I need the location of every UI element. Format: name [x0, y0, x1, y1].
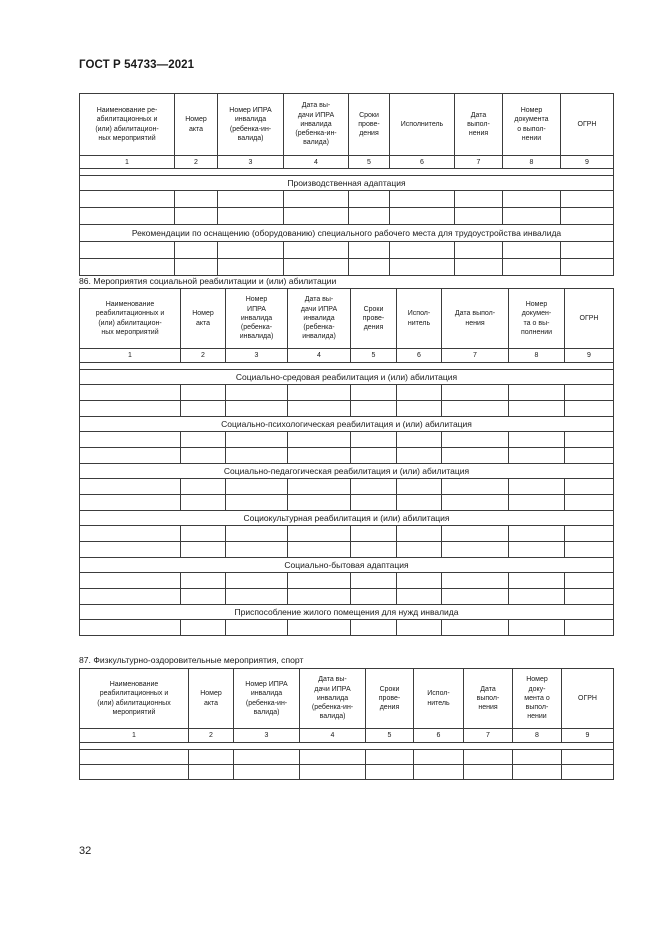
empty-cell — [509, 620, 565, 636]
empty-cell — [181, 495, 226, 511]
empty-cell — [288, 401, 351, 417]
column-number: 9 — [561, 156, 614, 169]
column-number: 3 — [226, 349, 288, 363]
table-row — [80, 385, 614, 401]
column-header: Номер ИПРА инвалида (ребенка-ин- валида) — [234, 669, 300, 729]
column-number: 8 — [509, 349, 565, 363]
table-row — [80, 242, 614, 259]
empty-cell — [218, 242, 284, 259]
empty-cell — [226, 401, 288, 417]
column-number: 5 — [349, 156, 390, 169]
separator-cell — [80, 169, 614, 176]
empty-cell — [464, 750, 513, 765]
empty-cell — [565, 526, 614, 542]
empty-cell — [80, 589, 181, 605]
column-header: Сроки прове- дения — [351, 289, 397, 349]
table-social-rehabilitation — [79, 288, 614, 636]
empty-cell — [189, 765, 234, 780]
empty-cell — [442, 526, 509, 542]
empty-cell — [288, 620, 351, 636]
section-heading-row — [80, 225, 614, 242]
table-row — [80, 401, 614, 417]
table-row — [80, 620, 614, 636]
empty-cell — [181, 573, 226, 589]
empty-cell — [561, 208, 614, 225]
empty-cell — [351, 542, 397, 558]
empty-cell — [509, 432, 565, 448]
section-heading-row — [80, 417, 614, 432]
empty-cell — [234, 765, 300, 780]
empty-cell — [565, 479, 614, 495]
empty-cell — [80, 620, 181, 636]
empty-cell — [366, 750, 414, 765]
empty-cell — [513, 750, 562, 765]
empty-cell — [80, 259, 175, 276]
empty-cell — [397, 448, 442, 464]
table3-caption: 87. Физкультурно-оздоровительные мероприятия, спорт — [79, 655, 304, 665]
empty-cell — [509, 495, 565, 511]
empty-cell — [226, 479, 288, 495]
empty-cell — [442, 432, 509, 448]
empty-cell — [442, 401, 509, 417]
empty-cell — [80, 495, 181, 511]
empty-cell — [181, 589, 226, 605]
empty-cell — [503, 208, 561, 225]
empty-cell — [288, 432, 351, 448]
empty-cell — [226, 542, 288, 558]
empty-cell — [181, 526, 226, 542]
empty-cell — [455, 259, 503, 276]
empty-cell — [509, 589, 565, 605]
empty-cell — [300, 765, 366, 780]
column-header: Испол- нитель — [397, 289, 442, 349]
empty-cell — [349, 259, 390, 276]
table-row — [80, 191, 614, 208]
empty-cell — [565, 620, 614, 636]
empty-cell — [397, 479, 442, 495]
empty-cell — [565, 448, 614, 464]
empty-cell — [509, 401, 565, 417]
empty-cell — [80, 191, 175, 208]
empty-cell — [503, 259, 561, 276]
column-number: 4 — [288, 349, 351, 363]
column-number: 3 — [218, 156, 284, 169]
empty-cell — [565, 385, 614, 401]
table-row — [80, 526, 614, 542]
empty-cell — [442, 620, 509, 636]
empty-cell — [80, 448, 181, 464]
empty-cell — [366, 765, 414, 780]
column-header: Дата выпол- нения — [442, 289, 509, 349]
empty-cell — [351, 448, 397, 464]
column-number-row — [80, 156, 614, 169]
section-heading: Социально-средовая реабилитация и (или) абилитация — [80, 370, 614, 385]
empty-cell — [513, 765, 562, 780]
column-header: ОГРН — [561, 94, 614, 156]
column-header: Наименование реабилитационных и (или) абилитационных мероприятий — [80, 669, 189, 729]
empty-cell — [397, 401, 442, 417]
empty-cell — [80, 208, 175, 225]
empty-cell — [349, 242, 390, 259]
table-row — [80, 208, 614, 225]
empty-cell — [562, 765, 614, 780]
column-number-row — [80, 349, 614, 363]
column-number: 6 — [390, 156, 455, 169]
empty-cell — [397, 589, 442, 605]
table-row — [80, 589, 614, 605]
empty-cell — [288, 573, 351, 589]
empty-cell — [390, 242, 455, 259]
column-header: Номер акта — [189, 669, 234, 729]
separator-cell — [80, 363, 614, 370]
column-header: Сроки прове- дения — [349, 94, 390, 156]
section-heading-row — [80, 605, 614, 620]
empty-cell — [561, 191, 614, 208]
empty-cell — [509, 385, 565, 401]
empty-cell — [288, 495, 351, 511]
column-number: 4 — [284, 156, 349, 169]
empty-cell — [349, 208, 390, 225]
empty-cell — [181, 620, 226, 636]
empty-cell — [442, 542, 509, 558]
section-heading: Социокультурная реабилитация и (или) абилитация — [80, 511, 614, 526]
empty-cell — [561, 242, 614, 259]
empty-cell — [80, 765, 189, 780]
empty-cell — [351, 620, 397, 636]
table-row — [80, 495, 614, 511]
column-number: 1 — [80, 349, 181, 363]
empty-cell — [288, 542, 351, 558]
empty-cell — [565, 401, 614, 417]
table-row — [80, 448, 614, 464]
empty-cell — [288, 479, 351, 495]
section-heading-row — [80, 370, 614, 385]
empty-cell — [284, 242, 349, 259]
empty-cell — [175, 191, 218, 208]
empty-cell — [455, 191, 503, 208]
empty-cell — [226, 573, 288, 589]
empty-cell — [218, 259, 284, 276]
column-header: Наименование реабилитационных и (или) абилитацион- ных мероприятий — [80, 289, 181, 349]
column-number: 6 — [397, 349, 442, 363]
empty-cell — [442, 448, 509, 464]
empty-cell — [509, 542, 565, 558]
header-row — [80, 94, 614, 156]
empty-cell — [181, 401, 226, 417]
empty-cell — [351, 432, 397, 448]
column-header: Дата вы- дачи ИПРА инвалида (ребенка-ин- валида) — [284, 94, 349, 156]
empty-cell — [189, 750, 234, 765]
empty-cell — [80, 401, 181, 417]
empty-cell — [288, 589, 351, 605]
empty-cell — [397, 495, 442, 511]
column-header: Дата выпол- нения — [464, 669, 513, 729]
empty-cell — [226, 495, 288, 511]
empty-cell — [442, 573, 509, 589]
empty-cell — [561, 259, 614, 276]
empty-cell — [397, 542, 442, 558]
column-header: Испол- нитель — [414, 669, 464, 729]
empty-cell — [284, 208, 349, 225]
column-header: Номер акта — [175, 94, 218, 156]
separator-cell — [80, 743, 614, 750]
empty-cell — [80, 432, 181, 448]
separator-row — [80, 363, 614, 370]
table-vocational-adaptation — [79, 93, 614, 276]
empty-cell — [397, 526, 442, 542]
empty-cell — [397, 620, 442, 636]
column-number: 5 — [351, 349, 397, 363]
empty-cell — [181, 385, 226, 401]
empty-cell — [455, 208, 503, 225]
empty-cell — [218, 208, 284, 225]
empty-cell — [442, 479, 509, 495]
empty-cell — [414, 765, 464, 780]
empty-cell — [565, 432, 614, 448]
empty-cell — [397, 573, 442, 589]
table-row — [80, 259, 614, 276]
table-physical-culture — [79, 668, 614, 780]
empty-cell — [80, 242, 175, 259]
empty-cell — [300, 750, 366, 765]
section-heading: Приспособление жилого помещения для нужд инвалида — [80, 605, 614, 620]
column-number: 6 — [414, 729, 464, 743]
table-row — [80, 750, 614, 765]
empty-cell — [509, 448, 565, 464]
column-number: 2 — [175, 156, 218, 169]
column-header: Наименование ре- абилитационных и (или) абилитацион- ных мероприятий — [80, 94, 175, 156]
column-number: 7 — [464, 729, 513, 743]
document-title: ГОСТ Р 54733—2021 — [79, 59, 195, 71]
empty-cell — [80, 526, 181, 542]
empty-cell — [226, 526, 288, 542]
empty-cell — [509, 573, 565, 589]
empty-cell — [175, 259, 218, 276]
empty-cell — [351, 479, 397, 495]
column-header: Номер документа о выпол- нении — [503, 94, 561, 156]
empty-cell — [181, 479, 226, 495]
empty-cell — [509, 479, 565, 495]
empty-cell — [390, 259, 455, 276]
empty-cell — [390, 208, 455, 225]
empty-cell — [503, 242, 561, 259]
empty-cell — [414, 750, 464, 765]
section-heading: Рекомендации по оснащению (оборудованию) специального рабочего места для трудоустройства инвалида — [80, 225, 614, 242]
section-heading-row — [80, 464, 614, 479]
empty-cell — [390, 191, 455, 208]
table-row — [80, 432, 614, 448]
empty-cell — [284, 259, 349, 276]
header-row — [80, 289, 614, 349]
column-header: Дата вы- дачи ИПРА инвалида (ребенка-ин- валида) — [300, 669, 366, 729]
column-header: Номер доку- мента о выпол- нении — [513, 669, 562, 729]
column-header: Номер акта — [181, 289, 226, 349]
separator-row — [80, 169, 614, 176]
empty-cell — [226, 448, 288, 464]
table-row — [80, 765, 614, 780]
column-header: Номер ИПРА инвалида (ребенка-ин- валида) — [218, 94, 284, 156]
empty-cell — [351, 573, 397, 589]
empty-cell — [349, 191, 390, 208]
table2-caption: 86. Мероприятия социальной реабилитации и (или) абилитации — [79, 276, 337, 286]
empty-cell — [175, 242, 218, 259]
empty-cell — [218, 191, 284, 208]
empty-cell — [80, 542, 181, 558]
empty-cell — [565, 542, 614, 558]
empty-cell — [80, 750, 189, 765]
section-heading-row — [80, 176, 614, 191]
column-number: 9 — [562, 729, 614, 743]
column-number: 7 — [455, 156, 503, 169]
empty-cell — [351, 401, 397, 417]
empty-cell — [80, 479, 181, 495]
empty-cell — [288, 448, 351, 464]
empty-cell — [226, 589, 288, 605]
column-header: Дата вы- дачи ИПРА инвалида (ребенка- инвалида) — [288, 289, 351, 349]
column-number: 2 — [181, 349, 226, 363]
section-heading-row — [80, 558, 614, 573]
empty-cell — [397, 432, 442, 448]
column-header: ОГРН — [565, 289, 614, 349]
empty-cell — [181, 448, 226, 464]
empty-cell — [397, 385, 442, 401]
table-row — [80, 573, 614, 589]
empty-cell — [351, 385, 397, 401]
empty-cell — [288, 526, 351, 542]
section-heading-row — [80, 511, 614, 526]
column-number: 5 — [366, 729, 414, 743]
empty-cell — [234, 750, 300, 765]
empty-cell — [351, 495, 397, 511]
empty-cell — [175, 208, 218, 225]
empty-cell — [565, 589, 614, 605]
column-number: 2 — [189, 729, 234, 743]
column-number: 3 — [234, 729, 300, 743]
column-number: 1 — [80, 156, 175, 169]
empty-cell — [181, 542, 226, 558]
column-header: Исполнитель — [390, 94, 455, 156]
section-heading: Производственная адаптация — [80, 176, 614, 191]
empty-cell — [503, 191, 561, 208]
column-number: 8 — [513, 729, 562, 743]
column-header: ОГРН — [562, 669, 614, 729]
column-header: Номер ИПРА инвалида (ребенка- инвалида) — [226, 289, 288, 349]
table-row — [80, 542, 614, 558]
column-number: 4 — [300, 729, 366, 743]
table-row — [80, 479, 614, 495]
section-heading: Социально-бытовая адаптация — [80, 558, 614, 573]
empty-cell — [288, 385, 351, 401]
empty-cell — [284, 191, 349, 208]
column-number: 7 — [442, 349, 509, 363]
separator-row — [80, 743, 614, 750]
column-number: 8 — [503, 156, 561, 169]
empty-cell — [351, 526, 397, 542]
empty-cell — [562, 750, 614, 765]
empty-cell — [226, 432, 288, 448]
column-number: 1 — [80, 729, 189, 743]
column-header: Сроки прове- дения — [366, 669, 414, 729]
column-number-row — [80, 729, 614, 743]
column-number: 9 — [565, 349, 614, 363]
empty-cell — [565, 495, 614, 511]
empty-cell — [442, 385, 509, 401]
empty-cell — [80, 573, 181, 589]
empty-cell — [565, 573, 614, 589]
page-number: 32 — [79, 845, 92, 857]
section-heading: Социально-психологическая реабилитация и (или) абилитация — [80, 417, 614, 432]
empty-cell — [181, 432, 226, 448]
section-heading: Социально-педагогическая реабилитация и (или) абилитация — [80, 464, 614, 479]
empty-cell — [464, 765, 513, 780]
empty-cell — [509, 526, 565, 542]
column-header: Номер докумен- та о вы- полнении — [509, 289, 565, 349]
empty-cell — [351, 589, 397, 605]
empty-cell — [442, 495, 509, 511]
empty-cell — [226, 620, 288, 636]
header-row — [80, 669, 614, 729]
empty-cell — [442, 589, 509, 605]
empty-cell — [80, 385, 181, 401]
empty-cell — [226, 385, 288, 401]
empty-cell — [455, 242, 503, 259]
column-header: Дата выпол- нения — [455, 94, 503, 156]
